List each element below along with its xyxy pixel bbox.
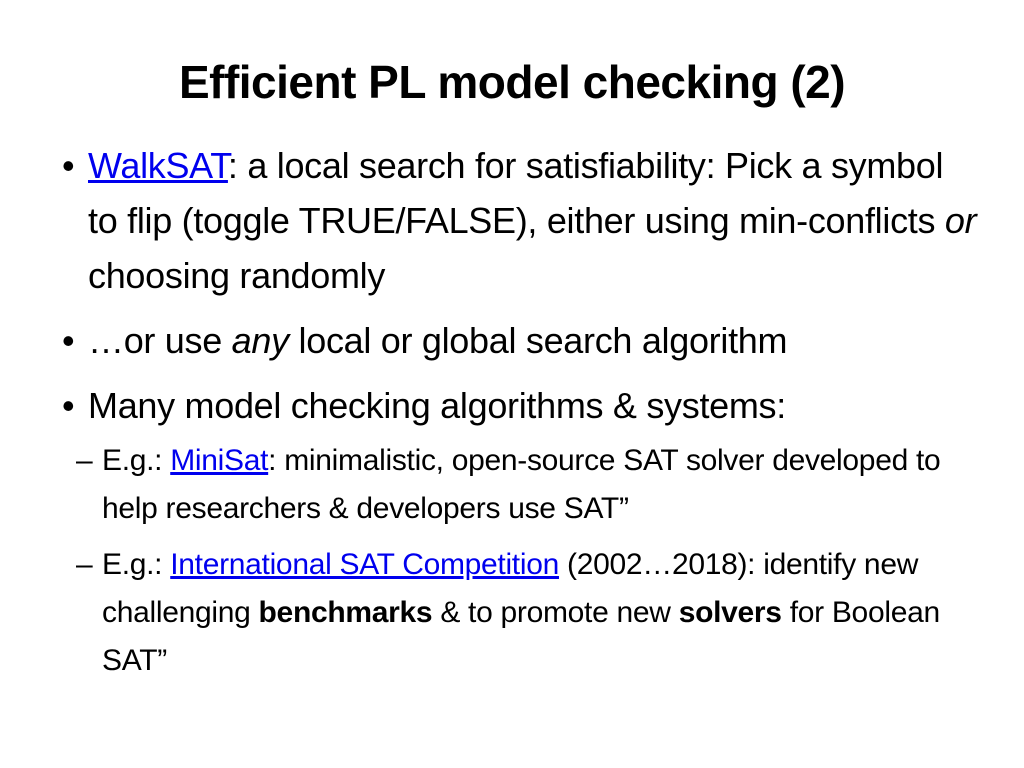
emphasis-text: or xyxy=(944,200,977,241)
sub-bullet-marker: – xyxy=(76,548,93,581)
bold-text: solvers xyxy=(678,596,782,629)
sub-bullet-text: for Boolean SAT” xyxy=(102,596,940,677)
bullet-text: local or global search algorithm xyxy=(288,320,788,361)
bullet-many-systems xyxy=(62,378,982,433)
emphasis-text: any xyxy=(231,320,289,361)
bullet-walksat xyxy=(62,138,982,303)
bullet-any-search xyxy=(62,313,982,368)
minisat-link[interactable]: MiniSat xyxy=(170,444,269,477)
bullet-text: …or use xyxy=(88,320,232,361)
slide-title: Efficient PL model checking (2) xyxy=(178,56,846,108)
bullet-text: : a local search for satisfiability: Pick a symbol to flip (toggle TRUE/FALSE), either using min-conflicts xyxy=(88,145,945,241)
bullet-marker: • xyxy=(62,385,75,426)
sub-bullet-text: : minimalistic, open-source SAT solver developed to help researchers & developers use SAT” xyxy=(102,444,941,525)
bullet-text: choosing randomly xyxy=(88,255,386,296)
sub-bullet-minisat xyxy=(76,437,982,533)
bold-text: benchmarks xyxy=(258,596,433,629)
sub-bullet-prefix: E.g.: xyxy=(102,548,171,581)
bullet-marker: • xyxy=(62,145,75,186)
sub-bullet-text: (2002…2018): identify new challenging xyxy=(102,548,919,629)
sub-bullet-prefix: E.g.: xyxy=(102,444,171,477)
bullet-text: Many model checking algorithms & systems: xyxy=(88,385,786,426)
sub-bullet-marker: – xyxy=(76,444,93,477)
bullet-marker: • xyxy=(62,320,75,361)
sub-bullet-sat-competition xyxy=(76,541,982,685)
sub-bullet-text: & to promote new xyxy=(432,596,679,629)
slide-body xyxy=(62,138,982,693)
walksat-link[interactable]: WalkSAT xyxy=(88,145,228,186)
sat-competition-link[interactable]: International SAT Competition xyxy=(170,548,559,581)
